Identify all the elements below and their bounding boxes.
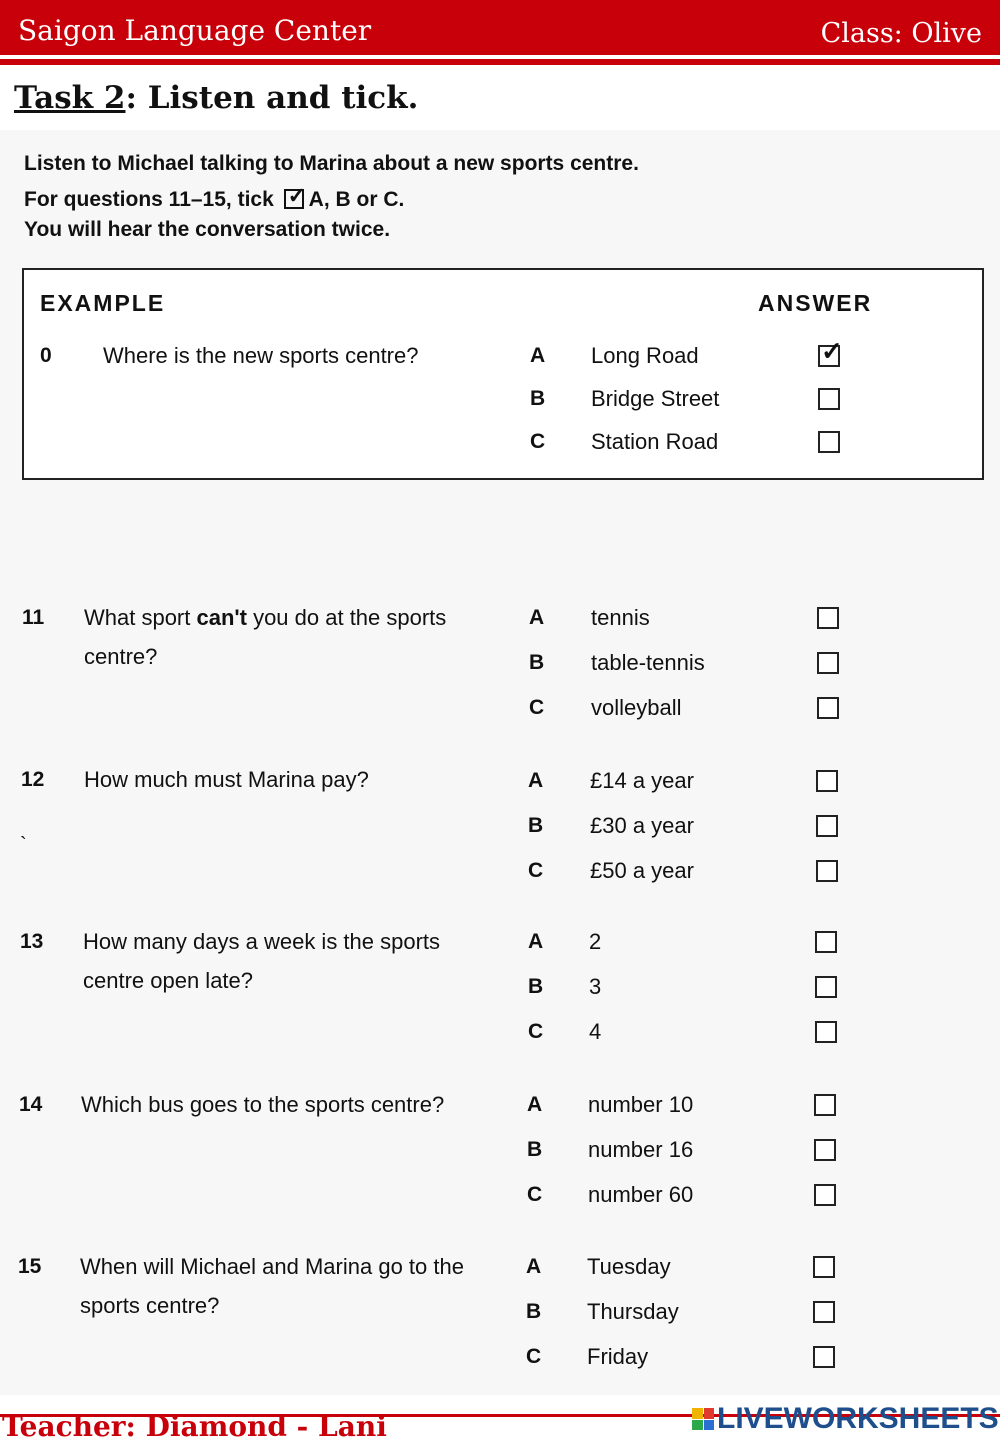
option-text: £14 a year [590,768,694,793]
question-13-text: How many days a week is the sports centre open late? [83,929,441,993]
instruction-line-1: Listen to Michael talking to Marina about a new sports centre. [24,152,639,175]
option-text: number 16 [588,1137,694,1162]
example-option-text: Bridge Street [591,386,720,411]
answer-checkbox[interactable] [815,1021,837,1043]
option-letter: B [528,814,544,837]
example-answer-checkbox-checked [818,345,840,367]
option-letter: A [528,930,544,953]
example-option-letter: B [530,387,546,410]
question-11-number: 11 [22,606,45,629]
scan-mark: ` [20,834,27,856]
answer-checkbox[interactable] [813,1346,835,1368]
question-text-part: What sport [84,605,197,630]
option-letter: B [527,1138,543,1161]
instruction-line-2-start: For questions 11–15, tick [24,188,274,211]
option-text: number 60 [588,1182,694,1207]
answer-checkbox[interactable] [816,815,838,837]
option-letter: C [526,1345,542,1368]
question-12-text: How much must Marina pay? [84,767,369,792]
option-text: 4 [589,1019,602,1044]
task-title [14,80,418,116]
answer-checkbox[interactable] [813,1301,835,1323]
liveworksheets-logo-icon [692,1408,714,1430]
example-answer-checkbox [818,388,840,410]
question-text-emphasis: can't [196,605,247,630]
school-name: Saigon Language Center [18,14,372,47]
answer-checkbox[interactable] [816,860,838,882]
answer-checkbox[interactable] [814,1139,836,1161]
teacher-name: Teacher: Diamond - Lani [2,1410,387,1443]
example-option-text: Long Road [591,343,699,368]
question-14-number: 14 [19,1093,43,1116]
option-text: table-tennis [591,650,705,675]
option-text: 2 [589,929,602,954]
answer-checkbox[interactable] [817,652,839,674]
option-letter: A [529,606,545,629]
question-15-text: When will Michael and Marina go to the sports centre? [80,1254,464,1318]
answer-checkbox[interactable] [816,770,838,792]
option-letter: C [529,696,545,719]
question-12-number: 12 [21,768,45,791]
option-letter: A [528,769,544,792]
answer-checkbox[interactable] [815,976,837,998]
option-letter: C [527,1183,543,1206]
option-text: Tuesday [587,1254,671,1279]
option-text: volleyball [591,695,682,720]
option-letter: A [527,1093,543,1116]
option-text: number 10 [588,1092,694,1117]
question-14-text: Which bus goes to the sports centre? [81,1092,445,1117]
option-letter: B [528,975,544,998]
header-divider [0,59,1000,65]
option-text: £30 a year [590,813,694,838]
example-option-text: Station Road [591,429,719,454]
option-letter: B [526,1300,542,1323]
example-heading: EXAMPLE [40,290,166,316]
liveworksheets-logo[interactable]: LIVEWORKSHEETS [717,1402,999,1435]
option-text: £50 a year [590,858,694,883]
answer-heading: ANSWER [758,290,873,316]
example-question: Where is the new sports centre? [103,343,419,368]
question-text-part: you do at the sports centre? [84,605,447,669]
tick-icon [284,189,304,209]
answer-checkbox[interactable] [817,697,839,719]
option-letter: C [528,859,544,882]
question-13-number: 13 [20,930,44,953]
option-letter: C [528,1020,544,1043]
option-letter: A [526,1255,542,1278]
instruction-line-2 [24,188,404,212]
task-label: Task 2 [14,80,126,116]
option-text: Thursday [587,1299,679,1324]
answer-checkbox[interactable] [814,1184,836,1206]
option-text: tennis [591,605,650,630]
answer-checkbox[interactable] [814,1094,836,1116]
option-letter: B [529,651,545,674]
example-option-letter: A [530,344,546,367]
answer-checkbox[interactable] [813,1256,835,1278]
answer-checkbox[interactable] [817,607,839,629]
answer-checkbox[interactable] [815,931,837,953]
class-label: Class: Olive [820,18,982,49]
example-option-letter: C [530,430,546,453]
example-number: 0 [40,344,52,367]
example-answer-checkbox [818,431,840,453]
instruction-line-3: You will hear the conversation twice. [24,218,391,241]
option-text: Friday [587,1344,649,1369]
option-text: 3 [589,974,602,999]
question-15-number: 15 [18,1255,42,1278]
question-11-text [84,598,494,676]
instruction-line-2-end: A, B or C. [308,188,405,211]
task-heading: : Listen and tick. [125,80,419,116]
